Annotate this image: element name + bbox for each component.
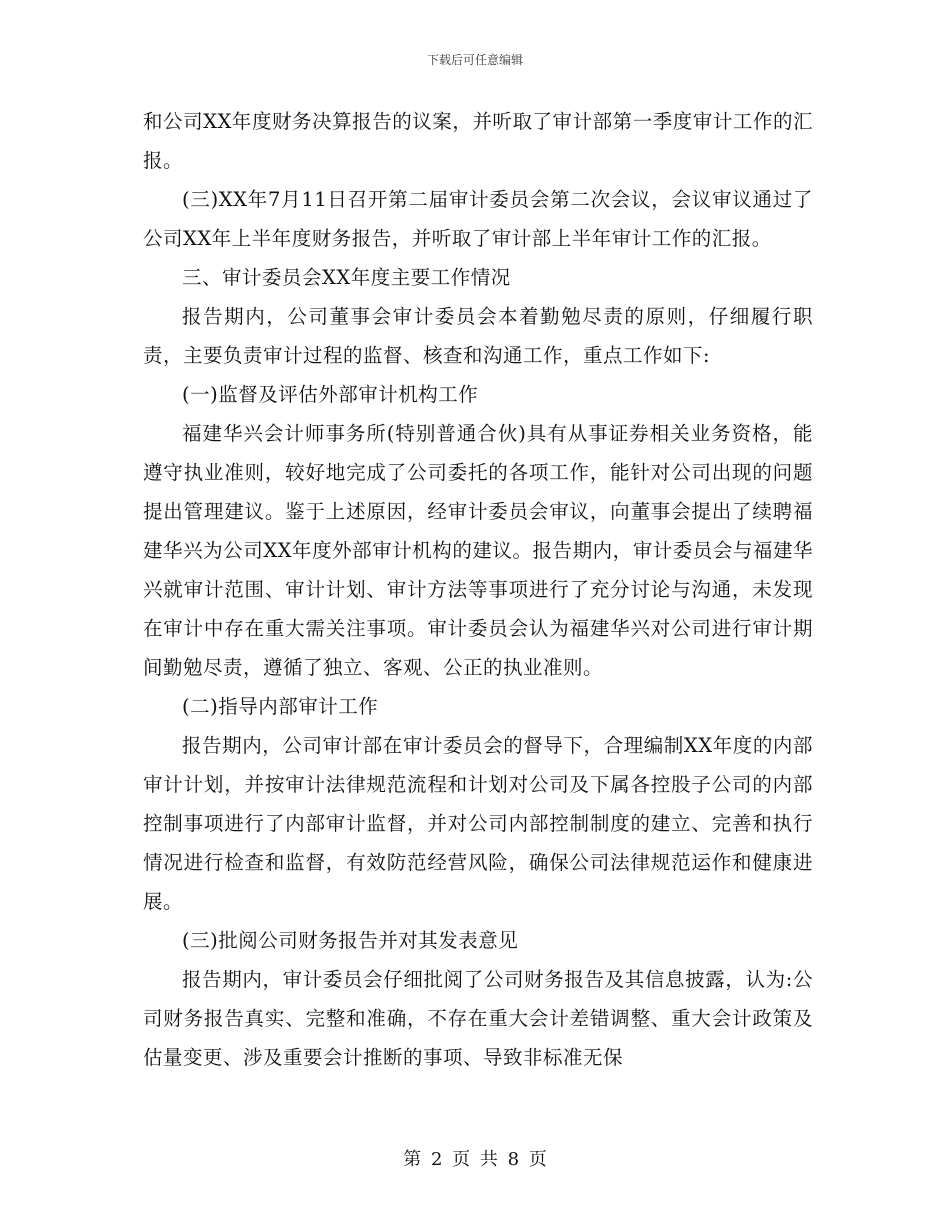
paragraph-1: 和公司XX年度财务决算报告的议案，并听取了审计部第一季度审计工作的汇报。 bbox=[143, 110, 813, 172]
section-heading-3: 三、审计委员会XX年度主要工作情况 bbox=[182, 266, 511, 289]
page-number: 第 2 页 共 8 页 bbox=[403, 1149, 547, 1170]
document-body bbox=[143, 102, 813, 1077]
paragraph-6: 福建华兴会计师事务所(特别普通合伙)具有从事证券相关业务资格，能遵守执业准则，较好地完成了公司委托的各项工作，能针对公司出现的问题提出管理建议。鉴于上述原因，经审计委员会审议，向董事会提出了续聘福建华兴为公司XX年度外部审计机构的建议。报告期内，审计委员会与福建华兴就审计范围、审计计划、审计方法等事项进行了充分讨论与沟通，未发现在审计中存在重大需关注事项。审计委员会认为福建华兴对公司进行审计期间勤勉尽责，遵循了独立、客观、公正的执业准则。 bbox=[143, 422, 813, 679]
subheading-1: (一)监督及评估外部审计机构工作 bbox=[182, 383, 479, 406]
paragraph-10: 报告期内，审计委员会仔细批阅了公司财务报告及其信息披露，认为:公司财务报告真实、完整和准确，不存在重大会计差错调整、重大会计政策及估量变更、涉及重要会计推断的事项、导致非标准无保 bbox=[143, 968, 813, 1069]
subheading-2: (二)指导内部审计工作 bbox=[182, 695, 379, 718]
page-header-note: 下载后可任意编辑 bbox=[426, 53, 523, 67]
paragraph-4: 报告期内，公司董事会审计委员会本着勤勉尽责的原则，仔细履行职责，主要负责审计过程的监督、核查和沟通工作，重点工作如下: bbox=[143, 305, 813, 367]
paragraph-2: (三)XX年7月11日召开第二届审计委员会第二次会议，会议审议通过了公司XX年上半年度财务报告，并听取了审计部上半年审计工作的汇报。 bbox=[143, 188, 813, 250]
subheading-3: (三)批阅公司财务报告并对其发表意见 bbox=[182, 929, 519, 952]
paragraph-8: 报告期内，公司审计部在审计委员会的督导下，合理编制XX年度的内部审计计划，并按审计法律规范流程和计划对公司及下属各控股子公司的内部控制事项进行了内部审计监督，并对公司内部控制制度的建立、完善和执行情况进行检查和监督，有效防范经营风险，确保公司法律规范运作和健康进展。 bbox=[143, 734, 813, 913]
